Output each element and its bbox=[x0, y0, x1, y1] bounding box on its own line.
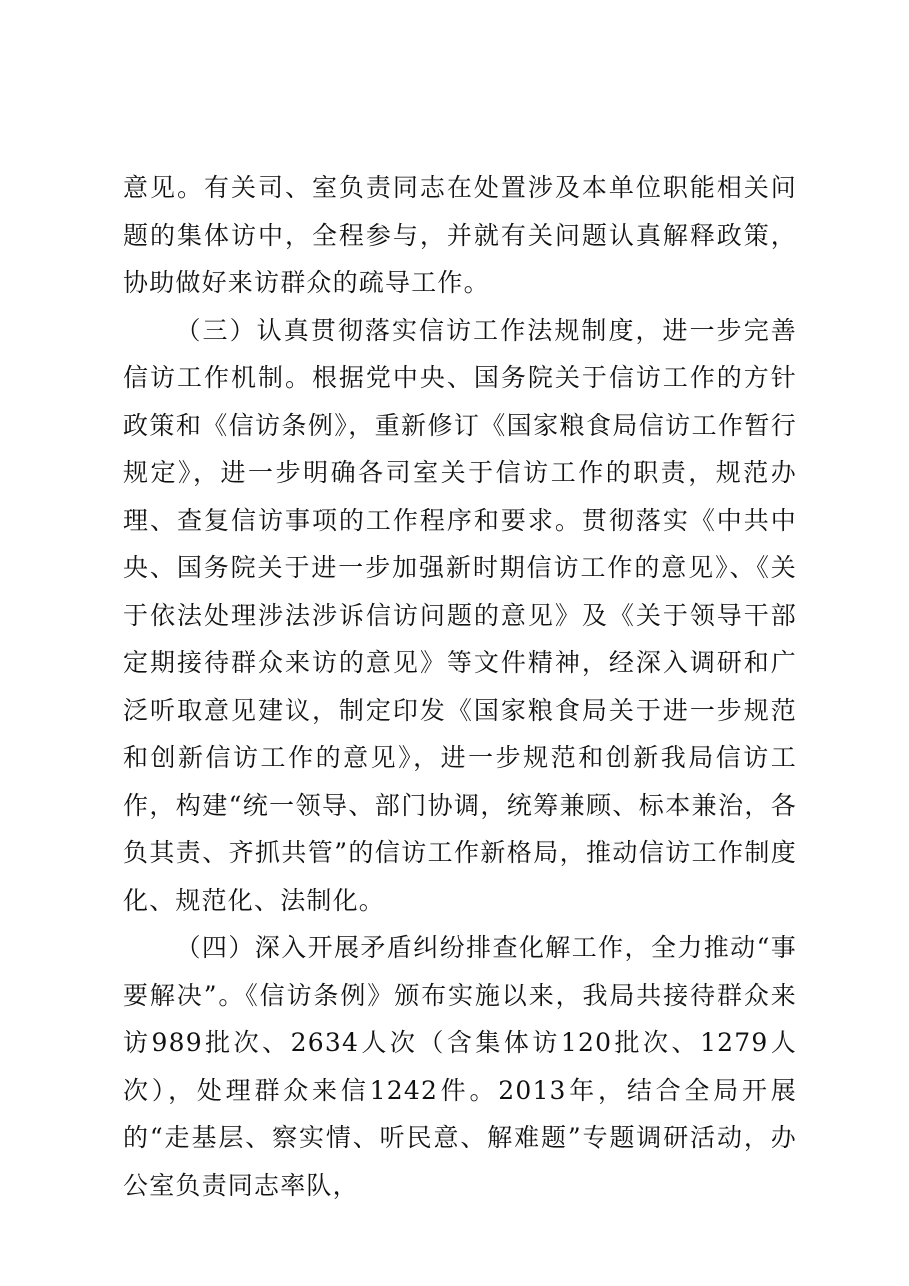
paragraph-2: （三）认真贯彻落实信访工作法规制度，进一步完善信访工作机制。根据党中央、国务院关于信访工作的方针政策和《信访条例》，重新修订《国家粮食局信访工作暂行规定》，进一步明确各司室关于信访工作的职责，规范办理、查复信访事项的工作程序和要求。贯彻落实《中共中央、国务院关于进一步加强新时期信访工作的意见》、《关于依法处理涉法涉诉信访问题的意见》及《关于领导干部定期接待群众来访的意见》等文件精神，经深入调研和广泛听取意见建议，制定印发《国家粮食局关于进一步规范和创新信访工作的意见》，进一步规范和创新我局信访工作，构建“统一领导、部门协调，统筹兼顾、标本兼治，各负其责、齐抓共管”的信访工作新格局，推动信访工作制度化、规范化、法制化。 bbox=[123, 315, 797, 915]
paragraph-3: （四）深入开展矛盾纠纷排查化解工作，全力推动“事要解决”。《信访条例》颁布实施以来，我局共接待群众来访989批次、2634人次（含集体访120批次、1279人次），处理群众来信1242件。2013年，结合全局开展的“走基层、察实情、听民意、解难题”专题调研活动，办公室负责同志率队， bbox=[123, 933, 797, 1200]
document-body bbox=[123, 164, 797, 1209]
paragraph-1: 意见。有关司、室负责同志在处置涉及本单位职能相关问题的集体访中，全程参与，并就有关问题认真解释政策，协助做好来访群众的疏导工作。 bbox=[123, 173, 797, 297]
